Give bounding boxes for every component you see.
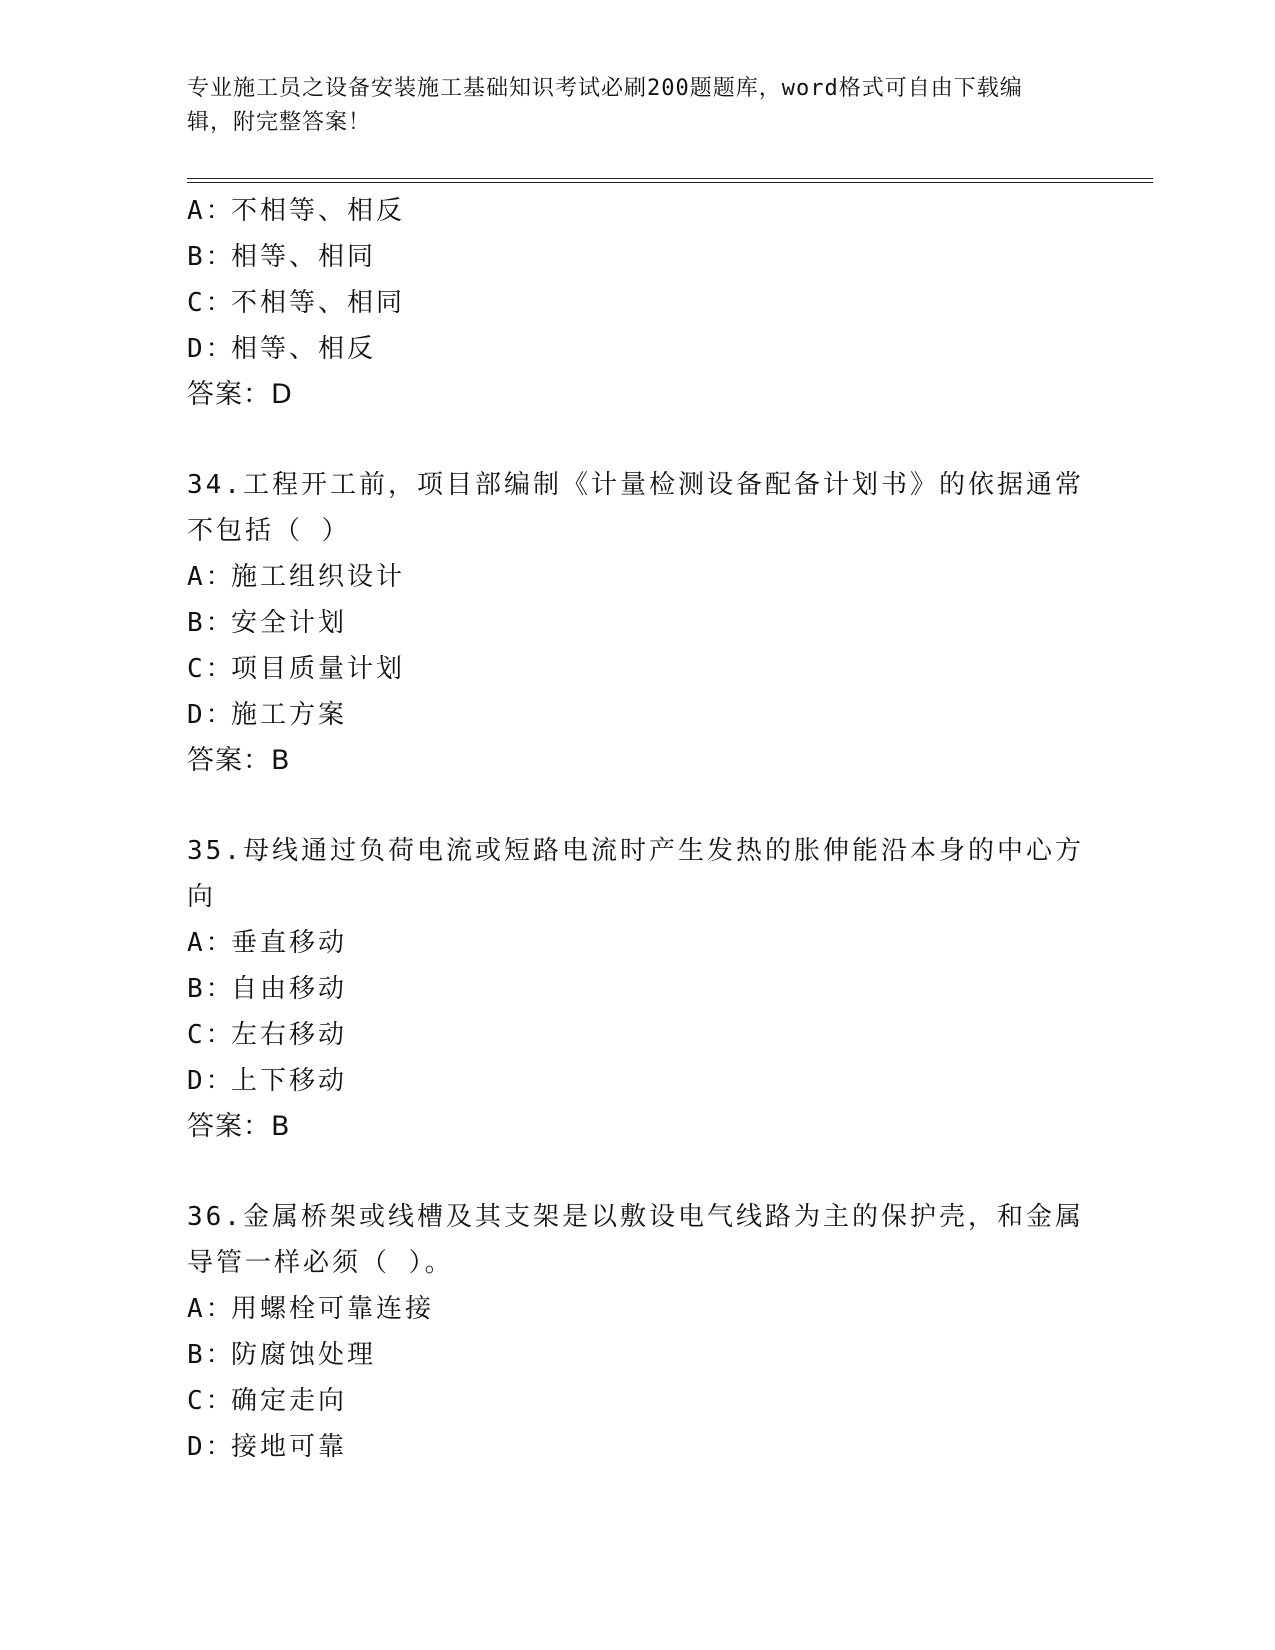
option-text: 施工组织设计 — [231, 562, 406, 592]
header-rule-bottom — [187, 182, 1153, 183]
option-key: D： — [187, 1066, 235, 1096]
option-key: A： — [187, 196, 235, 226]
option-key: D： — [187, 334, 235, 364]
answer-line: 答案：D — [187, 379, 293, 410]
option-text: 防腐蚀处理 — [231, 1340, 377, 1370]
document-header: 专业施工员之设备安装施工基础知识考试必刷200题题库，word格式可自由下载编辑，附完整答案！ — [187, 76, 1023, 135]
option-d — [187, 1058, 1087, 1104]
question-34 — [187, 462, 1087, 784]
option-a — [187, 1286, 1087, 1332]
option-key: A： — [187, 928, 235, 958]
option-text: 不相等、相同 — [231, 288, 406, 318]
option-text: 相等、相同 — [231, 242, 377, 272]
option-key: B： — [187, 242, 235, 272]
option-text: 项目质量计划 — [231, 654, 406, 684]
option-c — [187, 1378, 1087, 1424]
option-c — [187, 646, 1087, 692]
option-key: C： — [187, 1020, 235, 1050]
option-a — [187, 188, 1087, 234]
option-text: 不相等、相反 — [231, 196, 406, 226]
question-stem: 35.母线通过负荷电流或短路电流时产生发热的胀伸能沿本身的中心方向 — [187, 836, 1084, 912]
option-key: C： — [187, 288, 235, 318]
option-text: 施工方案 — [231, 700, 348, 730]
option-a — [187, 554, 1087, 600]
option-b — [187, 234, 1087, 280]
option-b — [187, 600, 1087, 646]
option-key: A： — [187, 1294, 235, 1324]
option-d — [187, 692, 1087, 738]
option-text: 接地可靠 — [231, 1432, 348, 1462]
option-text: 左右移动 — [231, 1020, 348, 1050]
question-stem: 36.金属桥架或线槽及其支架是以敷设电气线路为主的保护壳，和金属导管一样必须（ ）。 — [187, 1202, 1084, 1278]
option-key: A： — [187, 562, 235, 592]
option-text: 相等、相反 — [231, 334, 377, 364]
option-text: 自由移动 — [231, 974, 348, 1004]
option-text: 确定走向 — [231, 1386, 348, 1416]
continued-question — [187, 188, 1087, 418]
option-text: 垂直移动 — [231, 928, 348, 958]
option-text: 用螺栓可靠连接 — [231, 1294, 435, 1324]
question-stem: 34.工程开工前，项目部编制《计量检测设备配备计划书》的依据通常不包括（ ） — [187, 470, 1084, 546]
question-35 — [187, 828, 1087, 1150]
document-body — [187, 188, 1087, 1470]
option-key: C： — [187, 1386, 235, 1416]
option-text: 安全计划 — [231, 608, 348, 638]
option-b — [187, 966, 1087, 1012]
option-key: B： — [187, 608, 235, 638]
option-b — [187, 1332, 1087, 1378]
option-key: D： — [187, 1432, 235, 1462]
option-key: D： — [187, 700, 235, 730]
option-key: C： — [187, 654, 235, 684]
answer-line: 答案：B — [187, 1111, 291, 1142]
option-key: B： — [187, 1340, 235, 1370]
option-c — [187, 280, 1087, 326]
header-rule-top — [187, 178, 1153, 179]
option-d — [187, 1424, 1087, 1470]
answer-line: 答案：B — [187, 745, 291, 776]
option-a — [187, 920, 1087, 966]
option-d — [187, 326, 1087, 372]
question-36 — [187, 1194, 1087, 1470]
option-key: B： — [187, 974, 235, 1004]
option-text: 上下移动 — [231, 1066, 348, 1096]
option-c — [187, 1012, 1087, 1058]
